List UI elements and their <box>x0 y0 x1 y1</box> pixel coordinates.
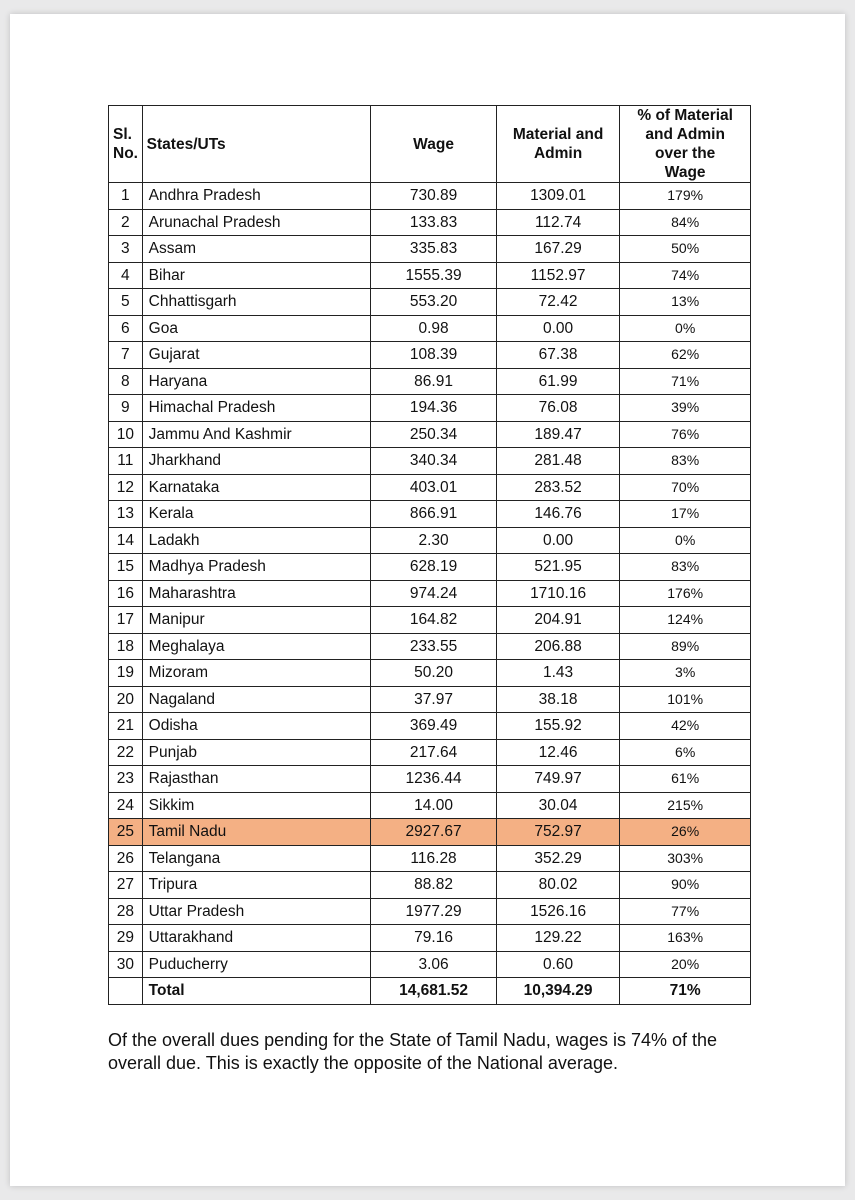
total-material: 10,394.29 <box>496 978 620 1005</box>
row-material: 38.18 <box>496 686 620 713</box>
row-sl-no: 9 <box>109 395 143 422</box>
row-material: 1.43 <box>496 660 620 687</box>
row-wage: 86.91 <box>371 368 497 395</box>
row-material: 0.00 <box>496 527 620 554</box>
row-percent: 215% <box>620 792 751 819</box>
row-wage: 88.82 <box>371 872 497 899</box>
row-sl-no: 3 <box>109 236 143 263</box>
row-state: Haryana <box>142 368 371 395</box>
row-state: Nagaland <box>142 686 371 713</box>
row-sl-no: 5 <box>109 289 143 316</box>
row-wage: 628.19 <box>371 554 497 581</box>
row-sl-no: 30 <box>109 951 143 978</box>
row-state: Himachal Pradesh <box>142 395 371 422</box>
row-percent: 176% <box>620 580 751 607</box>
row-state: Manipur <box>142 607 371 634</box>
table-row <box>109 209 751 236</box>
row-state: Punjab <box>142 739 371 766</box>
row-material: 12.46 <box>496 739 620 766</box>
row-wage: 108.39 <box>371 342 497 369</box>
row-sl-no: 17 <box>109 607 143 634</box>
row-wage: 2.30 <box>371 527 497 554</box>
table-row <box>109 845 751 872</box>
row-material: 61.99 <box>496 368 620 395</box>
table-row <box>109 368 751 395</box>
row-material: 0.00 <box>496 315 620 342</box>
row-material: 0.60 <box>496 951 620 978</box>
row-wage: 1555.39 <box>371 262 497 289</box>
total-row <box>109 978 751 1005</box>
row-percent: 42% <box>620 713 751 740</box>
row-sl-no: 20 <box>109 686 143 713</box>
row-percent: 76% <box>620 421 751 448</box>
row-material: 30.04 <box>496 792 620 819</box>
table-row <box>109 474 751 501</box>
total-percent: 71% <box>620 978 751 1005</box>
total-label: Total <box>142 978 371 1005</box>
row-percent: 179% <box>620 183 751 210</box>
row-percent: 163% <box>620 925 751 952</box>
row-percent: 70% <box>620 474 751 501</box>
row-state: Arunachal Pradesh <box>142 209 371 236</box>
table-row <box>109 580 751 607</box>
row-percent: 0% <box>620 315 751 342</box>
row-wage: 164.82 <box>371 607 497 634</box>
row-wage: 335.83 <box>371 236 497 263</box>
row-wage: 1977.29 <box>371 898 497 925</box>
row-sl-no: 13 <box>109 501 143 528</box>
row-percent: 74% <box>620 262 751 289</box>
row-percent: 62% <box>620 342 751 369</box>
table-row <box>109 925 751 952</box>
row-wage: 553.20 <box>371 289 497 316</box>
row-sl-no: 12 <box>109 474 143 501</box>
table-row <box>109 792 751 819</box>
row-wage: 194.36 <box>371 395 497 422</box>
row-sl-no: 24 <box>109 792 143 819</box>
row-state: Telangana <box>142 845 371 872</box>
row-percent: 303% <box>620 845 751 872</box>
row-wage: 116.28 <box>371 845 497 872</box>
row-material: 749.97 <box>496 766 620 793</box>
row-percent: 26% <box>620 819 751 846</box>
row-sl-no: 18 <box>109 633 143 660</box>
table-row <box>109 766 751 793</box>
total-wage: 14,681.52 <box>371 978 497 1005</box>
table-row <box>109 951 751 978</box>
row-material: 72.42 <box>496 289 620 316</box>
row-wage: 3.06 <box>371 951 497 978</box>
row-sl-no: 11 <box>109 448 143 475</box>
row-wage: 340.34 <box>371 448 497 475</box>
row-percent: 61% <box>620 766 751 793</box>
row-sl-no: 16 <box>109 580 143 607</box>
header-wage: Wage <box>371 106 497 183</box>
row-material: 752.97 <box>496 819 620 846</box>
row-material: 1152.97 <box>496 262 620 289</box>
row-percent: 89% <box>620 633 751 660</box>
row-percent: 77% <box>620 898 751 925</box>
row-state: Sikkim <box>142 792 371 819</box>
table-row <box>109 262 751 289</box>
row-percent: 83% <box>620 554 751 581</box>
row-state: Jammu And Kashmir <box>142 421 371 448</box>
total-sl-cell <box>109 978 143 1005</box>
row-state: Meghalaya <box>142 633 371 660</box>
row-wage: 866.91 <box>371 501 497 528</box>
row-sl-no: 19 <box>109 660 143 687</box>
row-percent: 101% <box>620 686 751 713</box>
row-sl-no: 21 <box>109 713 143 740</box>
row-state: Odisha <box>142 713 371 740</box>
row-material: 1309.01 <box>496 183 620 210</box>
row-state: Tripura <box>142 872 371 899</box>
row-percent: 20% <box>620 951 751 978</box>
table-row <box>109 527 751 554</box>
row-material: 67.38 <box>496 342 620 369</box>
table-row <box>109 236 751 263</box>
row-percent: 13% <box>620 289 751 316</box>
table-row <box>109 501 751 528</box>
table-row <box>109 713 751 740</box>
row-state: Bihar <box>142 262 371 289</box>
row-state: Gujarat <box>142 342 371 369</box>
row-state: Karnataka <box>142 474 371 501</box>
row-sl-no: 23 <box>109 766 143 793</box>
row-state: Uttarakhand <box>142 925 371 952</box>
row-state: Puducherry <box>142 951 371 978</box>
row-material: 281.48 <box>496 448 620 475</box>
row-sl-no: 4 <box>109 262 143 289</box>
row-state: Uttar Pradesh <box>142 898 371 925</box>
row-wage: 403.01 <box>371 474 497 501</box>
row-wage: 37.97 <box>371 686 497 713</box>
row-wage: 2927.67 <box>371 819 497 846</box>
row-percent: 90% <box>620 872 751 899</box>
row-state: Maharashtra <box>142 580 371 607</box>
row-sl-no: 22 <box>109 739 143 766</box>
row-sl-no: 29 <box>109 925 143 952</box>
row-percent: 71% <box>620 368 751 395</box>
table-row <box>109 898 751 925</box>
row-state: Andhra Pradesh <box>142 183 371 210</box>
row-material: 189.47 <box>496 421 620 448</box>
row-sl-no: 28 <box>109 898 143 925</box>
row-percent: 0% <box>620 527 751 554</box>
row-wage: 730.89 <box>371 183 497 210</box>
row-wage: 974.24 <box>371 580 497 607</box>
row-sl-no: 15 <box>109 554 143 581</box>
row-wage: 79.16 <box>371 925 497 952</box>
row-material: 146.76 <box>496 501 620 528</box>
row-material: 1526.16 <box>496 898 620 925</box>
table-row <box>109 554 751 581</box>
row-state: Jharkhand <box>142 448 371 475</box>
row-wage: 0.98 <box>371 315 497 342</box>
row-sl-no: 14 <box>109 527 143 554</box>
row-material: 521.95 <box>496 554 620 581</box>
table-body <box>109 183 751 978</box>
row-percent: 3% <box>620 660 751 687</box>
table-row <box>109 342 751 369</box>
header-row <box>109 106 751 183</box>
table-row-highlighted <box>109 819 751 846</box>
row-state: Assam <box>142 236 371 263</box>
table-row <box>109 289 751 316</box>
header-states: States/UTs <box>142 106 371 183</box>
row-percent: 6% <box>620 739 751 766</box>
row-wage: 369.49 <box>371 713 497 740</box>
row-state: Rajasthan <box>142 766 371 793</box>
row-sl-no: 1 <box>109 183 143 210</box>
row-sl-no: 10 <box>109 421 143 448</box>
row-material: 80.02 <box>496 872 620 899</box>
row-sl-no: 26 <box>109 845 143 872</box>
row-wage: 50.20 <box>371 660 497 687</box>
table-row <box>109 872 751 899</box>
row-sl-no: 2 <box>109 209 143 236</box>
table-row <box>109 183 751 210</box>
row-sl-no: 27 <box>109 872 143 899</box>
row-sl-no: 7 <box>109 342 143 369</box>
row-percent: 39% <box>620 395 751 422</box>
row-wage: 14.00 <box>371 792 497 819</box>
table-row <box>109 607 751 634</box>
note-paragraph: Of the overall dues pending for the State of Tamil Nadu, wages is 74% of the overall due. This is exactly the opposite of the National average. <box>108 1030 718 1073</box>
row-material: 129.22 <box>496 925 620 952</box>
row-sl-no: 25 <box>109 819 143 846</box>
row-state: Tamil Nadu <box>142 819 371 846</box>
row-material: 1710.16 <box>496 580 620 607</box>
row-state: Chhattisgarh <box>142 289 371 316</box>
row-material: 283.52 <box>496 474 620 501</box>
row-material: 112.74 <box>496 209 620 236</box>
document-page <box>10 14 845 1186</box>
header-material-admin: Material and Admin <box>496 106 620 183</box>
dues-table <box>108 105 751 1005</box>
table-row <box>109 421 751 448</box>
table-row <box>109 660 751 687</box>
row-wage: 133.83 <box>371 209 497 236</box>
row-state: Mizoram <box>142 660 371 687</box>
row-state: Ladakh <box>142 527 371 554</box>
row-state: Goa <box>142 315 371 342</box>
row-percent: 17% <box>620 501 751 528</box>
header-sl-no: Sl. No. <box>109 106 143 183</box>
row-percent: 50% <box>620 236 751 263</box>
row-wage: 233.55 <box>371 633 497 660</box>
table-row <box>109 315 751 342</box>
row-material: 76.08 <box>496 395 620 422</box>
row-material: 352.29 <box>496 845 620 872</box>
row-state: Madhya Pradesh <box>142 554 371 581</box>
table-row <box>109 739 751 766</box>
row-wage: 217.64 <box>371 739 497 766</box>
row-material: 204.91 <box>496 607 620 634</box>
row-sl-no: 6 <box>109 315 143 342</box>
table-row <box>109 633 751 660</box>
row-state: Kerala <box>142 501 371 528</box>
row-percent: 83% <box>620 448 751 475</box>
row-percent: 124% <box>620 607 751 634</box>
header-percent-material: % of Material and Admin over the Wage <box>620 106 751 183</box>
table-row <box>109 448 751 475</box>
row-wage: 250.34 <box>371 421 497 448</box>
row-sl-no: 8 <box>109 368 143 395</box>
table-row <box>109 686 751 713</box>
row-material: 155.92 <box>496 713 620 740</box>
table-row <box>109 395 751 422</box>
row-material: 206.88 <box>496 633 620 660</box>
row-material: 167.29 <box>496 236 620 263</box>
row-wage: 1236.44 <box>371 766 497 793</box>
row-percent: 84% <box>620 209 751 236</box>
